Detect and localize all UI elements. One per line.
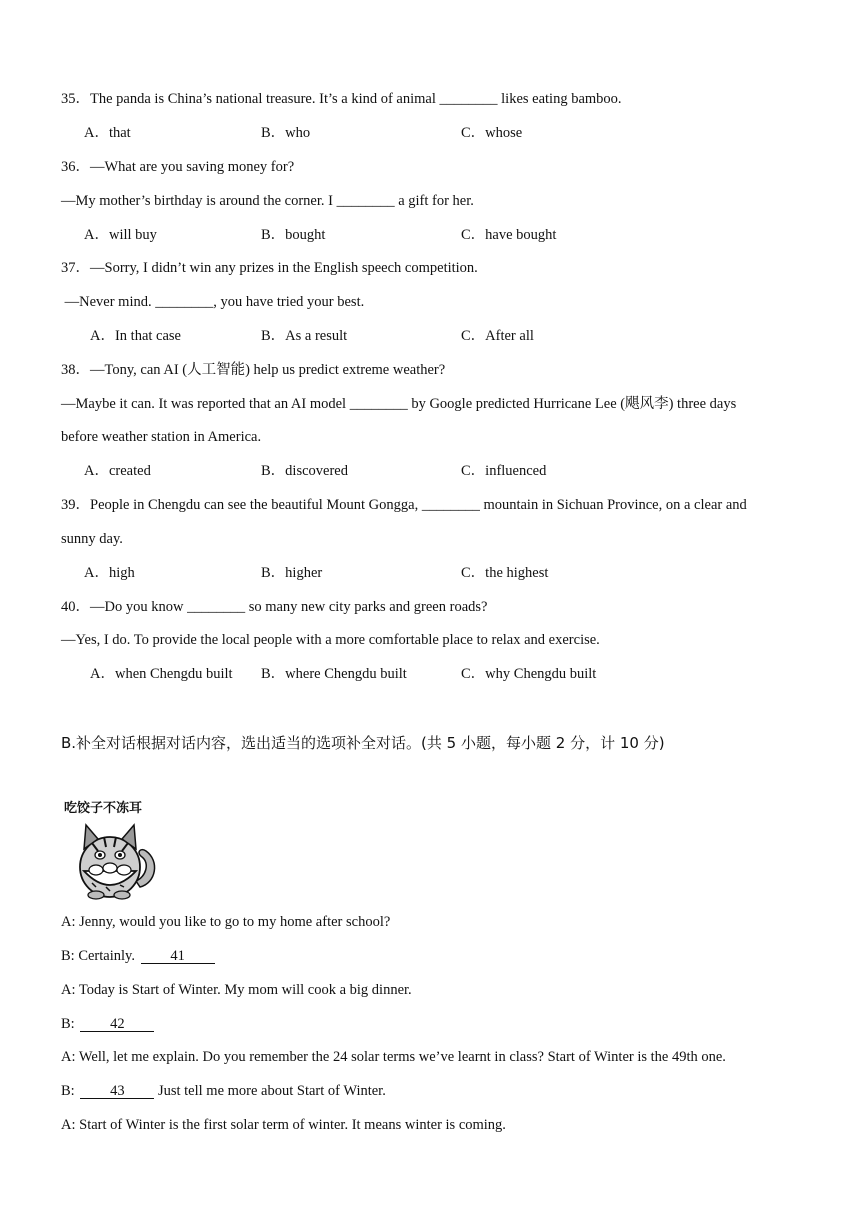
dialogue-line-2 bbox=[61, 947, 215, 965]
question-39-stem-line-2: sunny day. bbox=[61, 531, 123, 547]
question-38-option-b: B．discovered bbox=[261, 463, 348, 479]
dialogue-line-4 bbox=[61, 1015, 154, 1033]
question-38-option-a: A．created bbox=[84, 463, 151, 479]
question-39-option-c: C．the highest bbox=[461, 565, 549, 581]
question-35-option-a: A．that bbox=[84, 125, 131, 141]
question-37-option-a: A．In that case bbox=[90, 328, 181, 344]
question-38-stem-line-3: before weather station in America. bbox=[61, 429, 262, 445]
question-36-option-a: A．will buy bbox=[84, 227, 157, 243]
question-35-option-c: C．whose bbox=[461, 125, 523, 141]
dialogue-line-1: A: Jenny, would you like to go to my home after school? bbox=[61, 914, 391, 930]
question-37-option-c: C．After all bbox=[461, 328, 534, 344]
question-39-stem-line-1: 39．People in Chengdu can see the beautiful Mount Gongga, ________ mountain in Sichuan Province, on a clear and bbox=[61, 497, 747, 513]
dialogue-line-2-prefix: B: Certainly. bbox=[61, 948, 135, 964]
dialogue-line-5: A: Well, let me explain. Do you remember the 24 solar terms we’ve learnt in class? Start of Winter is the 49th one. bbox=[61, 1049, 726, 1065]
dialogue-line-7: A: Start of Winter is the first solar term of winter. It means winter is coming. bbox=[61, 1117, 506, 1133]
question-36-option-b: B．bought bbox=[261, 227, 326, 243]
question-40-stem-line-1: 40．—Do you know ________ so many new city parks and green roads? bbox=[61, 599, 488, 615]
question-40-option-a: A．when Chengdu built bbox=[90, 666, 233, 682]
dialogue-line-4-prefix: B: bbox=[61, 1016, 75, 1032]
question-37-stem-line-1: 37．—Sorry, I didn’t win any prizes in the English speech competition. bbox=[61, 260, 478, 276]
dialogue-line-6 bbox=[61, 1082, 386, 1100]
dumplings-cat-illustration bbox=[62, 795, 168, 901]
question-38-option-c: C．influenced bbox=[461, 463, 547, 479]
question-36-option-c: C．have bought bbox=[461, 227, 557, 243]
question-39-option-a: A．high bbox=[84, 565, 135, 581]
blank-43: 43 bbox=[80, 1084, 154, 1099]
blank-42: 42 bbox=[80, 1017, 154, 1032]
dialogue-line-6-prefix: B: bbox=[61, 1083, 75, 1099]
cat-with-dumplings-drawing bbox=[62, 795, 168, 901]
question-40-stem-line-2: —Yes, I do. To provide the local people with a more comfortable place to relax and exercise. bbox=[61, 632, 600, 648]
illustration-caption: 吃饺子不冻耳 bbox=[64, 801, 143, 816]
section-b-heading: B.补全对话根据对话内容，选出适当的选项补全对话。(共 5 小题，每小题 2 分，计 10 分) bbox=[61, 734, 665, 752]
question-39-option-b: B．higher bbox=[261, 565, 323, 581]
question-38-stem-line-2: —Maybe it can. It was reported that an AI model ________ by Google predicted Hurricane Lee (飓风李) three days bbox=[61, 396, 737, 412]
question-37-option-b: B．As a result bbox=[261, 328, 348, 344]
question-40-option-c: C．why Chengdu built bbox=[461, 666, 597, 682]
dialogue-line-3: A: Today is Start of Winter. My mom will cook a big dinner. bbox=[61, 982, 412, 998]
question-36-stem-line-2: —My mother’s birthday is around the corner. I ________ a gift for her. bbox=[61, 193, 474, 209]
dialogue-line-6-suffix: Just tell me more about Start of Winter. bbox=[157, 1083, 386, 1099]
question-35-option-b: B．who bbox=[261, 125, 311, 141]
question-35-stem: 35．The panda is China’s national treasure. It’s a kind of animal ________ likes eating bamboo. bbox=[61, 91, 622, 107]
question-37-stem-line-2: —Never mind. ________, you have tried your best. bbox=[61, 294, 365, 310]
question-40-option-b: B．where Chengdu built bbox=[261, 666, 407, 682]
question-36-stem-line-1: 36．—What are you saving money for? bbox=[61, 159, 295, 175]
blank-41: 41 bbox=[141, 949, 215, 964]
question-38-stem-line-1: 38．—Tony, can AI (人工智能) help us predict extreme weather? bbox=[61, 362, 446, 378]
